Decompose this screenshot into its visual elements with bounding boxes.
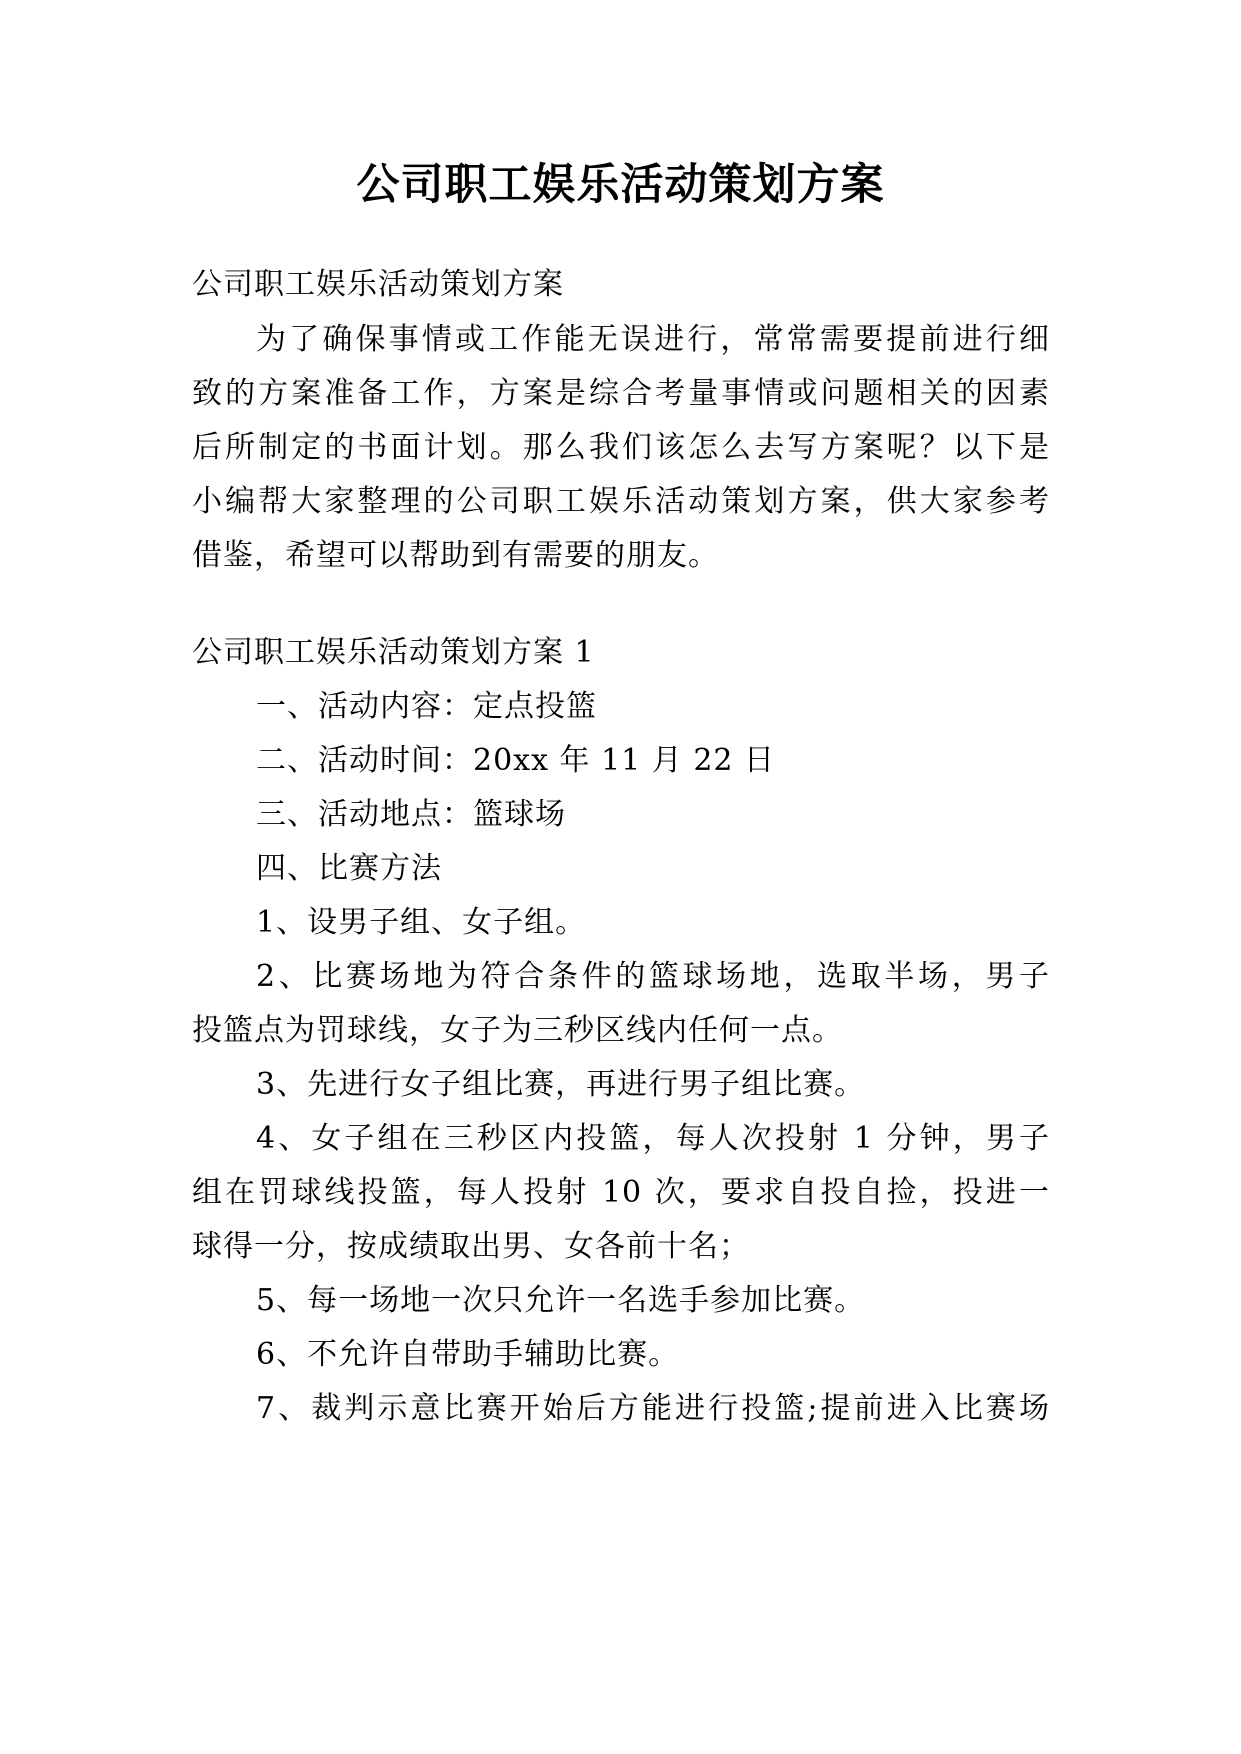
rule-item-6: 6、不允许自带助手辅助比赛。 — [256, 1337, 680, 1372]
rule-item-1: 1、设男子组、女子组。 — [256, 905, 587, 940]
intro-paragraph-line: 致的方案准备工作，方案是综合考量事情或问题相关的因素 — [192, 376, 1050, 411]
rule-item-3: 3、先进行女子组比赛，再进行男子组比赛。 — [256, 1067, 866, 1102]
section-heading: 公司职工娱乐活动策划方案 1 — [192, 635, 595, 670]
list-item-time: 二、活动时间：20xx 年 11 月 22 日 — [256, 743, 776, 778]
rule-item-4: 4、女子组在三秒区内投篮，每人次投射 1 分钟，男子 — [256, 1121, 1050, 1156]
rule-item-4-continued: 球得一分，按成绩取出男、女各前十名； — [192, 1229, 750, 1264]
intro-paragraph-line: 后所制定的书面计划。那么我们该怎么去写方案呢？以下是 — [192, 430, 1050, 465]
document-subtitle: 公司职工娱乐活动策划方案 — [192, 267, 564, 302]
rule-item-2-continued: 投篮点为罚球线，女子为三秒区线内任何一点。 — [192, 1013, 843, 1048]
document-title: 公司职工娱乐活动策划方案 — [356, 160, 885, 210]
list-item-method: 四、比赛方法 — [256, 851, 442, 886]
list-item-place: 三、活动地点：篮球场 — [256, 797, 566, 832]
rule-item-5: 5、每一场地一次只允许一名选手参加比赛。 — [256, 1283, 866, 1318]
rule-item-2: 2、比赛场地为符合条件的篮球场地，选取半场，男子 — [256, 959, 1050, 994]
rule-item-7: 7、裁判示意比赛开始后方能进行投篮;提前进入比赛场 — [256, 1391, 1050, 1426]
rule-item-4-continued: 组在罚球线投篮，每人投射 10 次，要求自投自捡，投进一 — [192, 1175, 1050, 1210]
list-item-content: 一、活动内容：定点投篮 — [256, 689, 597, 724]
intro-paragraph-line: 借鉴，希望可以帮助到有需要的朋友。 — [192, 538, 719, 573]
intro-paragraph-line: 小编帮大家整理的公司职工娱乐活动策划方案，供大家参考 — [192, 484, 1050, 519]
intro-paragraph-line: 为了确保事情或工作能无误进行，常常需要提前进行细 — [256, 322, 1050, 357]
